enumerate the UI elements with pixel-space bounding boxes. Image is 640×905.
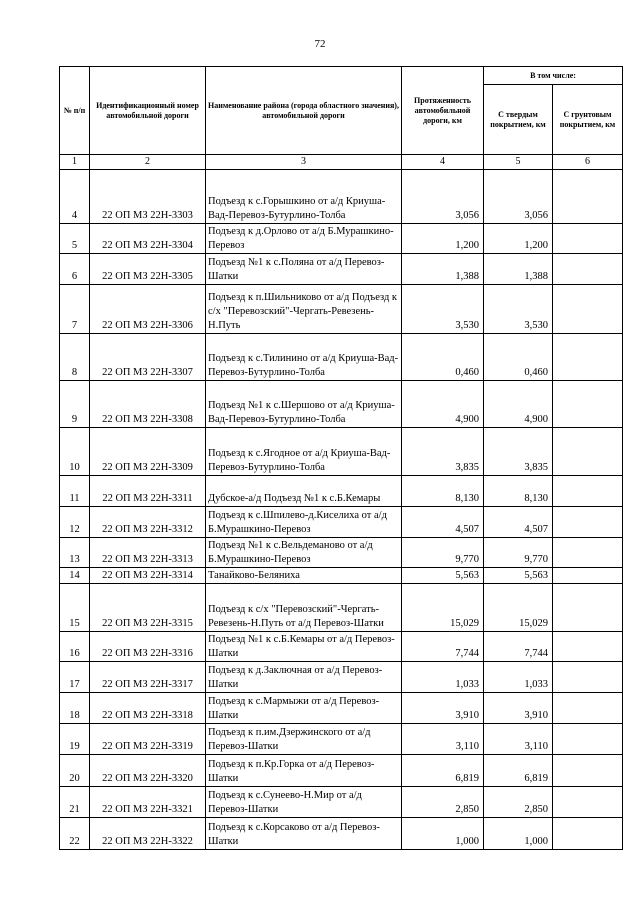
road-length: 1,388 xyxy=(402,254,484,285)
table-row xyxy=(60,428,623,476)
table-row xyxy=(60,584,623,632)
row-number: 21 xyxy=(60,787,90,818)
table-body xyxy=(60,170,623,850)
road-length: 6,819 xyxy=(402,755,484,787)
table-row xyxy=(60,285,623,334)
row-number: 15 xyxy=(60,584,90,632)
road-id: 22 ОП МЗ 22Н-3321 xyxy=(90,787,206,818)
road-paved-length: 1,388 xyxy=(484,254,553,285)
table-row xyxy=(60,818,623,850)
road-unpaved-length xyxy=(553,507,623,538)
road-length: 1,033 xyxy=(402,662,484,693)
road-length: 7,744 xyxy=(402,632,484,662)
row-number: 7 xyxy=(60,285,90,334)
road-id: 22 ОП МЗ 22Н-3313 xyxy=(90,538,206,568)
road-paved-length: 1,200 xyxy=(484,224,553,254)
header-id: Идентификационный номер автомобильной дороги xyxy=(90,67,206,155)
road-name: Подъезд к д.Заключная от а/д Перевоз-Шатки xyxy=(206,662,402,693)
header-num: № п/п xyxy=(60,67,90,155)
road-id: 22 ОП МЗ 22Н-3307 xyxy=(90,334,206,381)
road-unpaved-length xyxy=(553,755,623,787)
road-unpaved-length xyxy=(553,632,623,662)
road-unpaved-length xyxy=(553,334,623,381)
road-name: Подъезд №1 к с.Б.Кемары от а/д Перевоз-Шатки xyxy=(206,632,402,662)
road-unpaved-length xyxy=(553,662,623,693)
road-id: 22 ОП МЗ 22Н-3318 xyxy=(90,693,206,724)
road-paved-length: 1,033 xyxy=(484,662,553,693)
table-row xyxy=(60,724,623,755)
road-length: 9,770 xyxy=(402,538,484,568)
table-row xyxy=(60,254,623,285)
table-row xyxy=(60,334,623,381)
road-paved-length: 3,110 xyxy=(484,724,553,755)
road-length: 4,507 xyxy=(402,507,484,538)
road-name: Подъезд к с.Мармыжи от а/д Перевоз-Шатки xyxy=(206,693,402,724)
table-row xyxy=(60,507,623,538)
road-length: 2,850 xyxy=(402,787,484,818)
row-number: 11 xyxy=(60,476,90,507)
table-row xyxy=(60,693,623,724)
road-length: 0,460 xyxy=(402,334,484,381)
road-id: 22 ОП МЗ 22Н-3320 xyxy=(90,755,206,787)
road-paved-length: 2,850 xyxy=(484,787,553,818)
road-paved-length: 1,000 xyxy=(484,818,553,850)
road-name: Дубское-а/д Подъезд №1 к с.Б.Кемары xyxy=(206,476,402,507)
road-paved-length: 3,530 xyxy=(484,285,553,334)
road-id: 22 ОП МЗ 22Н-3322 xyxy=(90,818,206,850)
road-unpaved-length xyxy=(553,538,623,568)
row-number: 18 xyxy=(60,693,90,724)
road-paved-length: 3,910 xyxy=(484,693,553,724)
roads-table xyxy=(59,66,623,850)
road-unpaved-length xyxy=(553,224,623,254)
road-id: 22 ОП МЗ 22Н-3308 xyxy=(90,381,206,428)
row-number: 14 xyxy=(60,568,90,584)
road-unpaved-length xyxy=(553,254,623,285)
header-row-top xyxy=(60,67,623,85)
row-number: 10 xyxy=(60,428,90,476)
road-paved-length: 3,056 xyxy=(484,170,553,224)
row-number: 20 xyxy=(60,755,90,787)
header-unpaved: С грунтовым покрытием, км xyxy=(553,85,623,155)
road-unpaved-length xyxy=(553,381,623,428)
header-paved: С твердым покрытием, км xyxy=(484,85,553,155)
table-row xyxy=(60,632,623,662)
road-id: 22 ОП МЗ 22Н-3305 xyxy=(90,254,206,285)
header-including: В том числе: xyxy=(484,67,623,85)
road-name: Подъезд №1 к с.Вельдеманово от а/д Б.Мурашкино-Перевоз xyxy=(206,538,402,568)
row-number: 17 xyxy=(60,662,90,693)
road-unpaved-length xyxy=(553,428,623,476)
road-length: 15,029 xyxy=(402,584,484,632)
page-number: 72 xyxy=(314,38,326,50)
row-number: 19 xyxy=(60,724,90,755)
road-name: Подъезд к п.им.Дзержинского от а/д Перевоз-Шатки xyxy=(206,724,402,755)
table-row xyxy=(60,224,623,254)
road-id: 22 ОП МЗ 22Н-3303 xyxy=(90,170,206,224)
table-row xyxy=(60,568,623,584)
road-id: 22 ОП МЗ 22Н-3314 xyxy=(90,568,206,584)
road-length: 3,835 xyxy=(402,428,484,476)
road-paved-length: 4,900 xyxy=(484,381,553,428)
road-name: Подъезд к с.Горышкино от а/д Криуша-Вад-Перевоз-Бутурлино-Толба xyxy=(206,170,402,224)
row-number: 4 xyxy=(60,170,90,224)
road-name: Подъезд к с.Корсаково от а/д Перевоз-Шатки xyxy=(206,818,402,850)
road-name: Подъезд к п.Шильниково от а/д Подъезд к с/х "Перевозский"-Чергать-Ревезень-Н.Путь xyxy=(206,285,402,334)
column-index-cell: 5 xyxy=(484,155,553,170)
road-unpaved-length xyxy=(553,170,623,224)
road-name: Танайково-Беляниха xyxy=(206,568,402,584)
column-index-cell: 1 xyxy=(60,155,90,170)
road-name: Подъезд к с.Тилинино от а/д Криуша-Вад-Перевоз-Бутурлино-Толба xyxy=(206,334,402,381)
row-number: 6 xyxy=(60,254,90,285)
row-number: 12 xyxy=(60,507,90,538)
row-number: 13 xyxy=(60,538,90,568)
road-name: Подъезд к с.Шпилево-д.Киселиха от а/д Б.Мурашкино-Перевоз xyxy=(206,507,402,538)
road-id: 22 ОП МЗ 22Н-3311 xyxy=(90,476,206,507)
road-id: 22 ОП МЗ 22Н-3304 xyxy=(90,224,206,254)
road-unpaved-length xyxy=(553,818,623,850)
column-index-row xyxy=(60,155,623,170)
header-name: Наименование района (города областного значения), автомобильной дороги xyxy=(206,67,402,155)
column-index-cell: 2 xyxy=(90,155,206,170)
road-unpaved-length xyxy=(553,693,623,724)
road-length: 3,056 xyxy=(402,170,484,224)
row-number: 5 xyxy=(60,224,90,254)
road-length: 4,900 xyxy=(402,381,484,428)
road-id: 22 ОП МЗ 22Н-3309 xyxy=(90,428,206,476)
road-length: 8,130 xyxy=(402,476,484,507)
road-id: 22 ОП МЗ 22Н-3312 xyxy=(90,507,206,538)
table-row xyxy=(60,787,623,818)
table-row xyxy=(60,755,623,787)
road-length: 3,530 xyxy=(402,285,484,334)
road-name: Подъезд к с/х "Перевозский"-Чергать-Ревезень-Н.Путь от а/д Перевоз-Шатки xyxy=(206,584,402,632)
row-number: 9 xyxy=(60,381,90,428)
road-name: Подъезд к с.Ягодное от а/д Криуша-Вад-Перевоз-Бутурлино-Толба xyxy=(206,428,402,476)
table-row xyxy=(60,170,623,224)
table-row xyxy=(60,662,623,693)
road-paved-length: 0,460 xyxy=(484,334,553,381)
road-length: 3,910 xyxy=(402,693,484,724)
road-paved-length: 7,744 xyxy=(484,632,553,662)
column-index-cell: 3 xyxy=(206,155,402,170)
road-id: 22 ОП МЗ 22Н-3306 xyxy=(90,285,206,334)
road-paved-length: 9,770 xyxy=(484,538,553,568)
road-name: Подъезд к с.Сунеево-Н.Мир от а/д Перевоз-Шатки xyxy=(206,787,402,818)
road-length: 3,110 xyxy=(402,724,484,755)
road-unpaved-length xyxy=(553,584,623,632)
road-unpaved-length xyxy=(553,724,623,755)
column-index-cell: 6 xyxy=(553,155,623,170)
table-row xyxy=(60,476,623,507)
road-id: 22 ОП МЗ 22Н-3315 xyxy=(90,584,206,632)
road-paved-length: 8,130 xyxy=(484,476,553,507)
road-name: Подъезд к п.Кр.Горка от а/д Перевоз-Шатки xyxy=(206,755,402,787)
column-index-cell: 4 xyxy=(402,155,484,170)
table-row xyxy=(60,538,623,568)
road-id: 22 ОП МЗ 22Н-3317 xyxy=(90,662,206,693)
road-id: 22 ОП МЗ 22Н-3316 xyxy=(90,632,206,662)
road-length: 1,000 xyxy=(402,818,484,850)
row-number: 22 xyxy=(60,818,90,850)
road-name: Подъезд к д.Орлово от а/д Б.Мурашкино-Перевоз xyxy=(206,224,402,254)
road-unpaved-length xyxy=(553,787,623,818)
road-name: Подъезд №1 к с.Шершово от а/д Криуша-Вад-Перевоз-Бутурлино-Толба xyxy=(206,381,402,428)
table-row xyxy=(60,381,623,428)
road-name: Подъезд №1 к с.Поляна от а/д Перевоз-Шатки xyxy=(206,254,402,285)
road-paved-length: 5,563 xyxy=(484,568,553,584)
road-paved-length: 6,819 xyxy=(484,755,553,787)
road-length: 1,200 xyxy=(402,224,484,254)
road-paved-length: 3,835 xyxy=(484,428,553,476)
road-length: 5,563 xyxy=(402,568,484,584)
row-number: 8 xyxy=(60,334,90,381)
road-paved-length: 4,507 xyxy=(484,507,553,538)
road-paved-length: 15,029 xyxy=(484,584,553,632)
road-unpaved-length xyxy=(553,285,623,334)
row-number: 16 xyxy=(60,632,90,662)
road-unpaved-length xyxy=(553,476,623,507)
road-id: 22 ОП МЗ 22Н-3319 xyxy=(90,724,206,755)
road-unpaved-length xyxy=(553,568,623,584)
header-length: Протяженность автомобильной дороги, км xyxy=(402,67,484,155)
